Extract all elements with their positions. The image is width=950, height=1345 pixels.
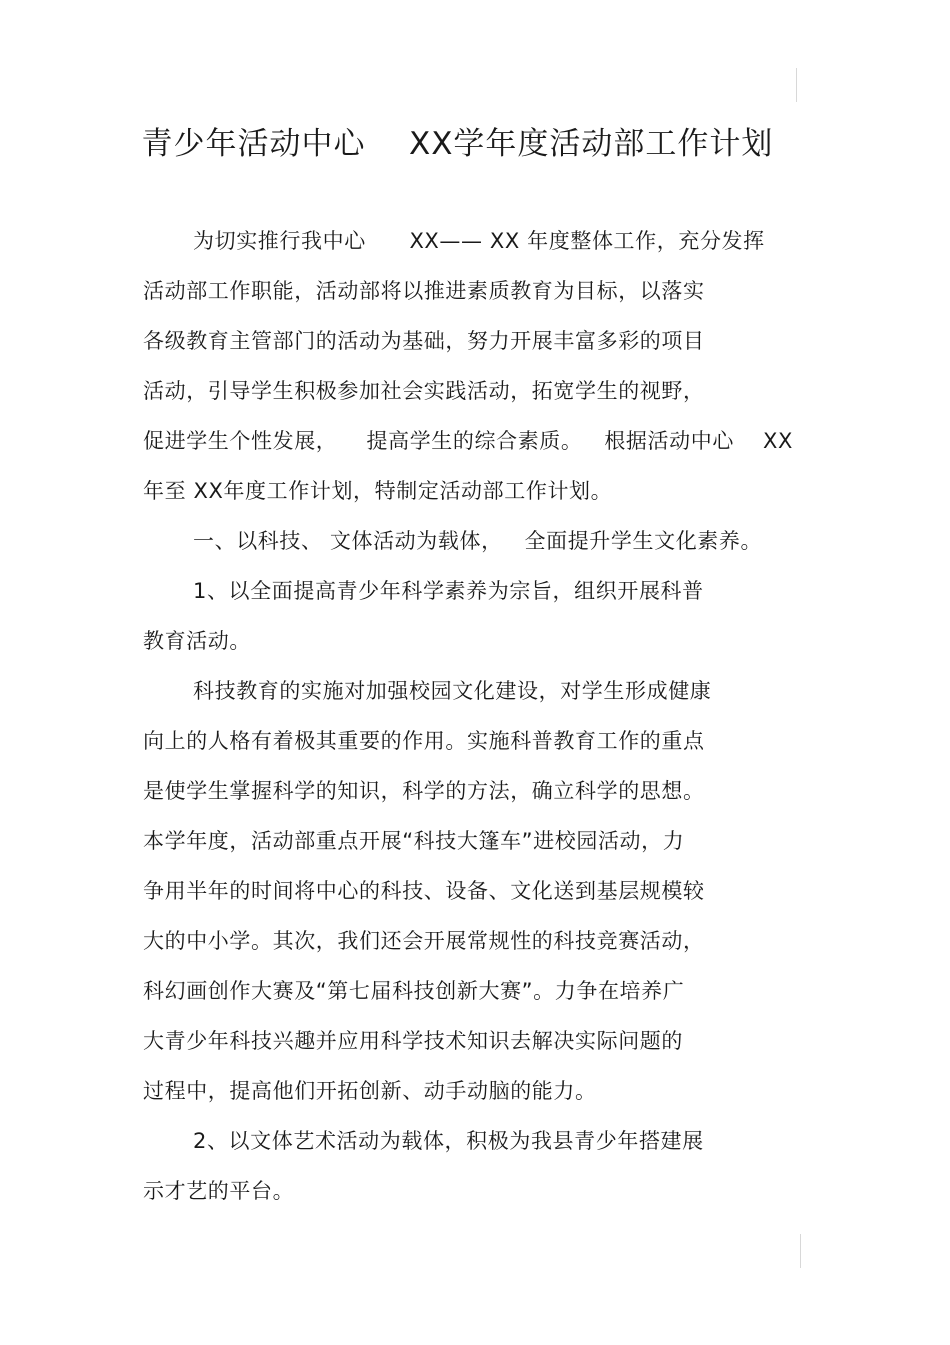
text-line: 活动，引导学生积极参加社会实践活动，拓宽学生的视野，	[143, 379, 705, 403]
text-line: 各级教育主管部门的活动为基础，努力开展丰富多彩的项目	[143, 329, 705, 353]
text-line: 为切实推行我中心 XX—— XX 年度整体工作，充分发挥	[193, 229, 765, 253]
subsection-heading: 2、以文体艺术活动为载体，积极为我县青少年搭建展	[193, 1129, 704, 1153]
text-line: 科技教育的实施对加强校园文化建设，对学生形成健康	[193, 679, 712, 703]
page-edge-mark-bottom	[800, 1234, 801, 1268]
text-line: 向上的人格有着极其重要的作用。实施科普教育工作的重点	[143, 729, 705, 753]
text-line: 是使学生掌握科学的知识，科学的方法，确立科学的思想。	[143, 779, 705, 803]
text-line: 示才艺的平台。	[143, 1179, 295, 1203]
text-line: 争用半年的时间将中心的科技、设备、文化送到基层规模较	[143, 879, 705, 903]
text-line: 大青少年科技兴趣并应用科学技术知识去解决实际问题的	[143, 1029, 683, 1053]
text-line: 教育活动。	[143, 629, 251, 653]
document-title: 青少年活动中心 XX学年度活动部工作计划	[141, 126, 774, 162]
subsection-heading: 1、以全面提高青少年科学素养为宗旨，组织开展科普	[193, 579, 704, 603]
text-line: 活动部工作职能，活动部将以推进素质教育为目标，以落实	[143, 279, 705, 303]
section-heading: 一、以科技、 文体活动为载体， 全面提升学生文化素养。	[193, 529, 763, 553]
text-line: 本学年度，活动部重点开展“科技大篷车”进校园活动，力	[143, 829, 685, 853]
text-line: 过程中，提高他们开拓创新、动手动脑的能力。	[143, 1079, 597, 1103]
text-line: 科幻画创作大赛及“第七届科技创新大赛”。力争在培养广	[143, 979, 685, 1003]
text-line: 年至 XX年度工作计划，特制定活动部工作计划。	[143, 479, 613, 503]
text-line: 大的中小学。其次，我们还会开展常规性的科技竞赛活动，	[143, 929, 705, 953]
page-edge-mark-top	[796, 68, 797, 102]
text-line: 促进学生个性发展， 提高学生的综合素质。 根据活动中心 XX	[143, 429, 793, 453]
